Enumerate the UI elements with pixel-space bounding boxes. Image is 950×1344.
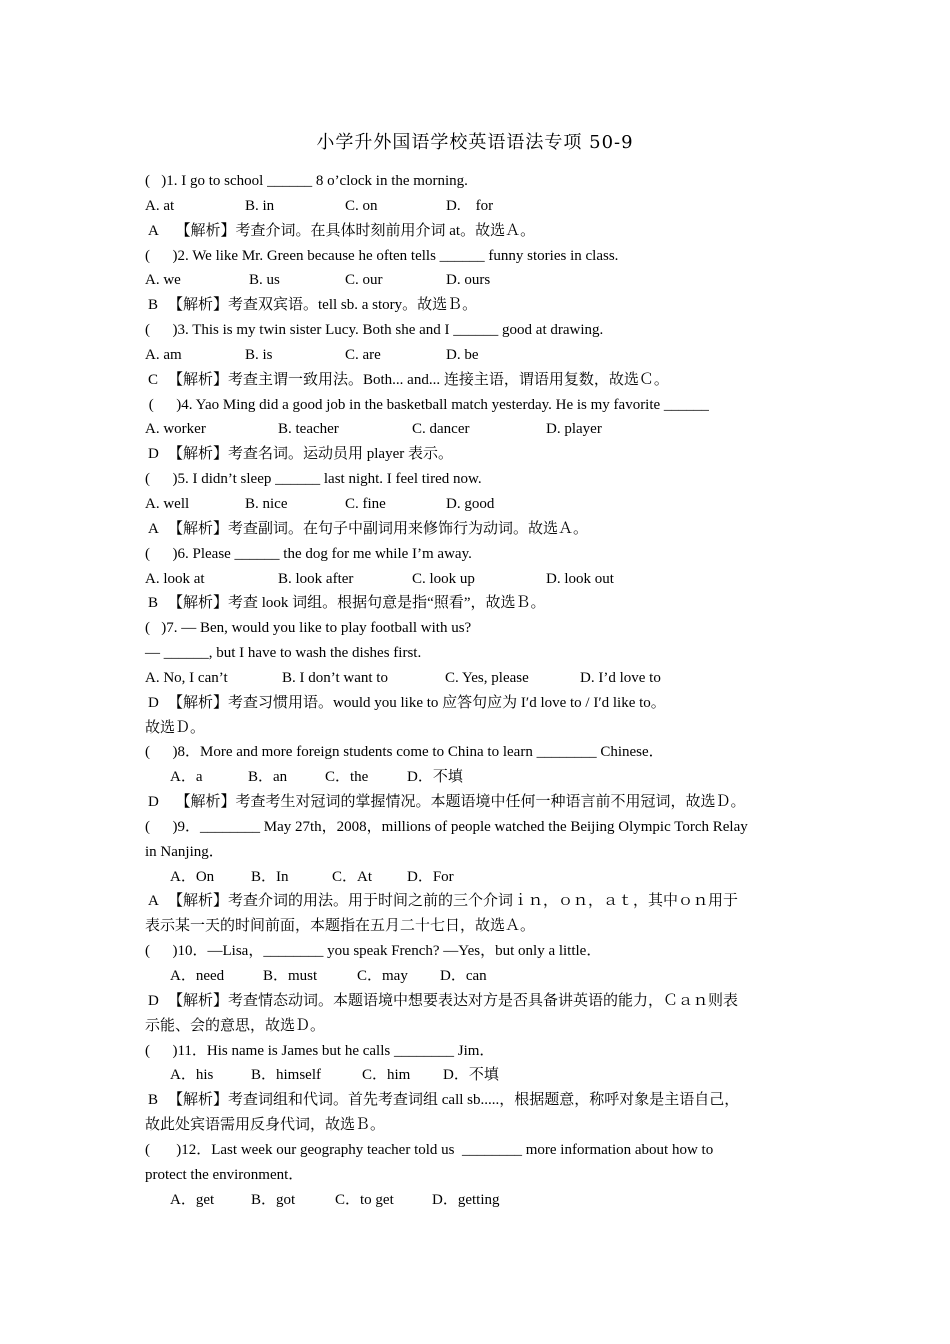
question-stem: ( )4. Yao Ming did a good job in the basketball match yesterday. He is my favorite ______ xyxy=(145,396,709,413)
explanation-line xyxy=(145,591,807,616)
answer-letter: B xyxy=(148,297,159,314)
explanation-text: 故此处宾语需用反身代词，故选Ｂ。 xyxy=(145,1117,386,1134)
option: B. in xyxy=(245,197,275,214)
options-row xyxy=(145,268,807,293)
answer-letter: A xyxy=(148,893,159,910)
options-row xyxy=(145,765,807,790)
options-row xyxy=(145,492,807,517)
option: B. teacher xyxy=(278,421,339,438)
explanation-text: 表示某一天的时间前面，本题指在五月二十七日，故选Ａ。 xyxy=(145,918,536,935)
option: D. for xyxy=(446,197,494,214)
explanation-text: 【解析】考查介词的用法。用于时间之前的三个介词ｉｎ，ｏｎ，ａｔ，其中ｏｎ用于 xyxy=(168,893,739,910)
explanation-line xyxy=(145,368,807,393)
explanation-line xyxy=(145,442,807,467)
explanation-line xyxy=(145,293,807,318)
question-list xyxy=(145,169,807,1212)
option: B．In xyxy=(251,868,289,885)
answer-letter: D xyxy=(148,794,159,811)
option: C．to get xyxy=(335,1191,394,1208)
options-row xyxy=(145,194,807,219)
option: B. nice xyxy=(245,495,288,512)
option: A．need xyxy=(170,968,225,984)
explanation-text: 【解析】考查考生对冠词的掌握情况。本题语境中任何一种语言前不用冠词，故选Ｄ。 xyxy=(168,794,746,811)
option: D. be xyxy=(446,346,479,363)
explanation-text: 【解析】考查情态动词。本题语境中想要表达对方是否具备讲英语的能力，Ｃａｎ则表 xyxy=(168,992,739,1009)
option: A. worker xyxy=(145,421,206,438)
option: D．can xyxy=(440,968,487,984)
explanation-text: 【解析】考查副词。在句子中副词用来修饰行为动词。故选Ａ。 xyxy=(168,520,589,537)
answer-letter: A xyxy=(148,520,159,537)
explanation-line xyxy=(145,1014,807,1039)
option: D．不填 xyxy=(407,769,463,786)
option: D．不填 xyxy=(443,1067,499,1084)
explanation-line xyxy=(145,219,807,244)
question-stem: ( )12．Last week our geography teacher told us ________ more information about how to xyxy=(145,1141,714,1158)
option: C. our xyxy=(345,272,383,289)
explanation-text: 故选Ｄ。 xyxy=(145,719,206,736)
option: D. look out xyxy=(546,570,614,587)
option: A. look at xyxy=(145,570,205,587)
question-stem: ( )5. I didn’t sleep ______ last night. I feel tired now. xyxy=(145,471,482,488)
explanation-line xyxy=(145,691,807,716)
option: A．his xyxy=(170,1067,214,1084)
option: B. us xyxy=(249,272,280,289)
option: B. I don’t want to xyxy=(282,669,388,686)
explanation-text: 示能、会的意思，故选Ｄ。 xyxy=(145,1017,326,1034)
option: B. look after xyxy=(278,570,354,587)
answer-letter: B xyxy=(148,595,159,612)
answer-letter: D xyxy=(148,992,159,1009)
question-stem: ( )10．—Lisa，________ you speak French? —Yes，but only a little． xyxy=(145,943,602,960)
answer-letter: C xyxy=(148,371,159,388)
answer-letter: D xyxy=(148,694,159,711)
options-row xyxy=(145,343,807,368)
explanation-line xyxy=(145,889,807,914)
explanation-text: 【解析】考查双宾语。tell sb. a story。故选Ｂ。 xyxy=(168,297,478,314)
answer-letter: D xyxy=(148,446,159,463)
explanation-text: 【解析】考查名词。运动员用 player 表示。 xyxy=(168,446,453,463)
options-row xyxy=(145,1188,807,1213)
option: D．getting xyxy=(432,1191,500,1208)
option: A. well xyxy=(145,495,190,512)
option: C．the xyxy=(325,769,369,786)
option: B．himself xyxy=(251,1067,321,1084)
option: D. good xyxy=(446,495,495,512)
option: A. No, I can’t xyxy=(145,669,228,686)
option: D．For xyxy=(407,868,454,885)
answer-letter: B xyxy=(148,1092,159,1109)
question-stem: ( )2. We like Mr. Green because he often tells ______ funny stories in class. xyxy=(145,247,619,264)
question-stem: in Nanjing． xyxy=(145,843,224,860)
explanation-line xyxy=(145,1113,807,1138)
explanation-line xyxy=(145,914,807,939)
question-stem: — ______, but I have to wash the dishes first. xyxy=(145,645,422,662)
option: D. player xyxy=(546,421,602,438)
option: B．got xyxy=(251,1191,296,1208)
option: C．At xyxy=(332,868,373,885)
option: C. on xyxy=(345,197,378,214)
question-stem: ( )6. Please ______ the dog for me while I’m away. xyxy=(145,545,472,562)
option: A．a xyxy=(170,769,203,786)
options-row xyxy=(145,417,807,442)
question-stem: ( )7. — Ben, would you like to play football with us? xyxy=(145,620,472,637)
options-row xyxy=(145,1063,807,1088)
option: C．may xyxy=(357,968,408,984)
explanation-line xyxy=(145,989,807,1014)
explanation-text: 【解析】考查主谓一致用法。Both... and... 连接主语，谓语用复数，故选Ｃ。 xyxy=(168,371,669,388)
options-row xyxy=(145,964,807,989)
options-row xyxy=(145,567,807,592)
option: D. ours xyxy=(446,272,491,289)
question-stem: ( )8．More and more foreign students come to China to learn ________ Chinese． xyxy=(145,744,664,761)
option: C. look up xyxy=(412,570,475,587)
question-stem: ( )3. This is my twin sister Lucy. Both she and I ______ good at drawing. xyxy=(145,322,604,339)
explanation-text: 【解析】考查习惯用语。would you like to 应答句应为 I′d love to / I′d like to。 xyxy=(168,694,666,711)
option: A. at xyxy=(145,197,175,214)
option: A. am xyxy=(145,346,182,363)
explanation-line xyxy=(145,517,807,542)
document-title: 小学升外国语学校英语语法专项 50-9 xyxy=(316,132,634,153)
option: C. are xyxy=(345,346,381,363)
question-stem: ( )1. I go to school ______ 8 o’clock in the morning. xyxy=(145,173,468,189)
option: A．On xyxy=(170,868,215,885)
option: C. fine xyxy=(345,495,386,512)
options-row xyxy=(145,865,807,890)
option: A．get xyxy=(170,1191,215,1208)
option: C. Yes, please xyxy=(445,669,529,686)
answer-letter: A xyxy=(148,222,159,239)
option: D. I’d love to xyxy=(580,669,661,686)
option: C．him xyxy=(362,1067,411,1084)
explanation-text: 【解析】考查 look 词组。根据句意是指“照看”，故选Ｂ。 xyxy=(168,595,546,612)
options-row xyxy=(145,666,807,691)
option: C. dancer xyxy=(412,421,470,438)
explanation-line xyxy=(145,790,807,815)
explanation-line xyxy=(145,1088,807,1113)
explanation-text: 【解析】考查介词。在具体时刻前用介词 at。故选Ａ。 xyxy=(168,222,536,239)
question-stem: protect the environment． xyxy=(145,1166,304,1183)
option: B. is xyxy=(245,346,273,363)
question-stem: ( )11．His name is James but he calls ________ Jim． xyxy=(145,1042,495,1059)
option: B．an xyxy=(248,769,288,786)
question-stem: ( )9．________ May 27th，2008，millions of people watched the Beijing Olympic Torch Relay xyxy=(145,818,748,835)
option: B．must xyxy=(263,968,318,984)
explanation-line xyxy=(145,716,807,741)
option: A. we xyxy=(145,272,181,289)
explanation-text: 【解析】考查词组和代词。首先考查词组 call sb.....，根据题意，称呼对象是主语自己， xyxy=(168,1092,740,1109)
